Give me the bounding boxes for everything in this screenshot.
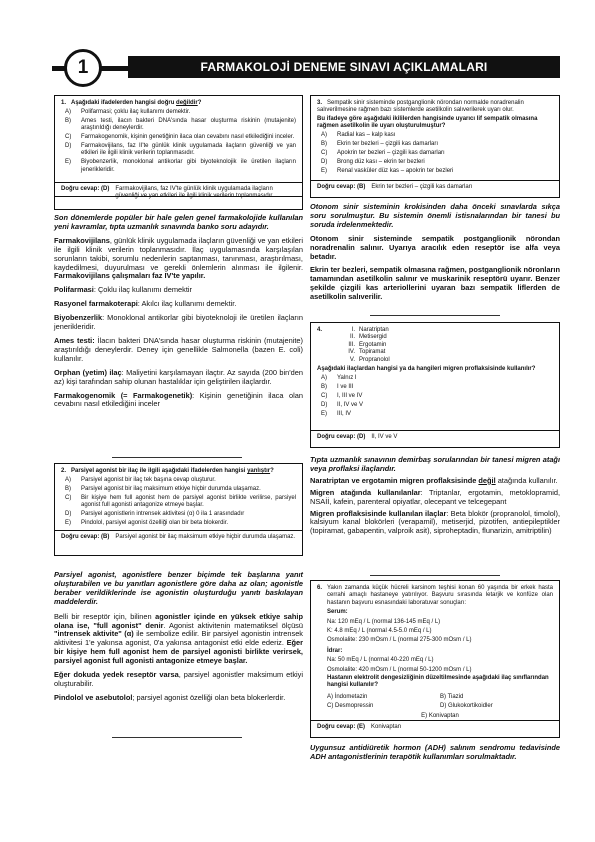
- divider: [112, 737, 242, 738]
- option-d: D) II, IV ve V: [321, 401, 364, 408]
- option-a: A) Parsiyel agonist bir ilaç tek başına cevap oluşturur.: [65, 476, 216, 483]
- option-c: C) I, III ve IV: [321, 392, 363, 399]
- question-3-box: 3. Sempatik sinir sisteminde postganglionik nörondan normalde noradrenalin salıverilmesine rağmen bazı sistemlerde asetilkolin salıverilerek uyarı olur. Bu ifadeye göre aşağıdaki ikililerden hangisinde uyarıcı lif sempatik olmasına rağmen asetilkolin ile uyarı oluşturulmuştur? A) Radial kas – kalp kası B) Ekrin ter bezleri – çizgili kas damarları C) Apokrin ter bezleri – çizgili kas damarları D) Brong düz kası – ekrin ter bezleri E) Renal vasküler düz kas – apokrin ter bezleri Doğru cevap: (B) Ekrin ter bezleri – çizgili kas damarları: [310, 95, 560, 198]
- option-e: E) Renal vasküler düz kas – apokrin ter bezleri: [321, 167, 454, 174]
- option-e: E) Pindolol, parsiyel agonist özelliği olan bir beta blokerdir.: [65, 519, 229, 526]
- option-e: E) III, IV: [321, 410, 352, 417]
- option-d: D) Parsiyel agonistlerin intrensek aktivitesi (α) 0 ila 1 arasındadır: [65, 511, 245, 518]
- question-1-stem: 1. Aşağıdaki ifadelerden hangisi doğru değildir?: [61, 100, 202, 106]
- page-title: FARMAKOLOJİ DENEME SINAVI AÇIKLAMALARI: [128, 56, 560, 78]
- question-3-stem: 3. Sempatik sinir sisteminde postganglionik nörondan normalde noradrenalin salıverilmesine rağmen bazı sistemlerde asetilkolin salıverilerek uyarı olur.: [317, 100, 524, 114]
- question-4-items: 4. I. Naratriptan II. Metisergid III. Ergotamin IV. Topiramat V. Propranolol: [317, 327, 390, 363]
- right-explanation-1: Otonom sinir sisteminin krokisinden daha önceki sınavlarda sıkça soru sorulmuştur. Bu sistemin önemli istisnalarından bir tanesi bu soruda irdelenmektedir. Otonom sinir sisteminde sempatik postganglionik nörondan noradrenalin salınır. Uyarıya aracılık eden reseptör ise alfa veya betadır. Ekrin ter bezleri, sempatik olmasına rağmen, postganglionik nöronların tamamından asetilkolin salınır ve muskarinik reseptörü uyarır. Benzer şekilde çizgili kas arteriollerini uyaran bazı sempatik liflerden de asetilkolin salıverilir.: [310, 202, 560, 302]
- left-explanation-2: Parsiyel agonist, agonistlere benzer biçimde tek başlarına yanıt oluşturabilen ve bu yanıtları agonistlere göre daha az olan; agonistle beraber verildiklerinde ise agonistin oluşturduğu yanıtı baskılayan maddelerdir. Belli bir reseptör için, bilinen agonistler içinde en yüksek etkiye sahip olana ise, "full agonist" denir. Agonist aktivitenin matematiksel ölçüsü "intrensek aktivite" (α) ile sembolize edilir. Bir parsiyel agonistin intrensek aktivitesi 1'e yakınsa agonist, 0'a yakınsa antagonist etki elde ederiz. Eğer bir kişiye hem full agonist hem de parsiyel agonisti birlikte verirsek, parsiyel agonist full agonisti antagonize etmeye başlar. Eğer dokuda yedek reseptör varsa, parsiyel agonistler maksimum etkiyi oluşturabilir. Pindolol ve asebutolol; parsiyel agonist özelliği olan beta blokerlerdir.: [54, 570, 303, 702]
- page-number-badge: 1: [64, 49, 102, 87]
- question-2-stem: 2. Parsiyel agonist bir ilaç ile ilgili aşağıdaki ifadelerden hangisi yanlıştır?: [61, 468, 274, 474]
- option-b: B) Ekrin ter bezleri – çizgili kas damarları: [321, 141, 439, 148]
- option-d: D) Brong düz kası – ekrin ter bezleri: [321, 158, 425, 165]
- option-c: C) Desmopressin: [327, 703, 374, 710]
- option-c: C) Farmakogenomik, kişinin genetiğinin ilaca olan cevabını nasıl etkilediğini inceler.: [65, 134, 295, 141]
- question-4-stem: Aşağıdaki ilaçlardan hangisi ya da hangileri migren proflaksisinde kullanılır?: [317, 366, 536, 373]
- option-b: B) I ve III: [321, 383, 354, 390]
- option-d: D) Glukokortikoidler: [440, 703, 493, 710]
- question-2-box: 2. Parsiyel agonist bir ilaç ile ilgili aşağıdaki ifadelerden hangisi yanlıştır? A) Parsiyel agonist bir ilaç tek başına cevap oluşturur. B) Parsiyel agonist bir ilaç maksimum etkiye hiçbir durumda ulaşamaz. C) Bir kişiye hem full agonist hem de parsiyel agonist birlikte verilirse, parsiyel agonist full agonisti antagonize etmeye başlar. D) Parsiyel agonistlerin intrensek aktivitesi (α) 0 ila 1 arasındadır E) Pindolol, parsiyel agonist özelliği olan bir beta blokerdir. Doğru cevap: (B) Parsiyel agonist bir ilaç maksimum etkiye hiçbir durumda ulaşamaz.: [54, 463, 303, 556]
- lab-results: Serum: Na: 120 mEq / L (normal 136-145 mEq / L) K: 4.8 mEq / L (normal 4.5-5.0 mEq / L) Osmolalite: 230 mOsm / L (normal 275-300 mOsm / L) İdrar: Na: 50 mEq / L (normal 40-220 mEq / L) Osmolalite: 420 mOsm / L (normal 50-1200 mOsm / L) Hastanın elektrolit dengesizliğinin düzeltilmesinde aşağıdaki ilaç sınıflarından hangisi kullanılır? A) İndometazin B) Tiazid C) Desmopressin D) Glukokortikoidler E) Konivaptan: [317, 609, 553, 720]
- option-a: A) Yalnız I: [321, 374, 357, 381]
- option-b: B) Tiazid: [440, 693, 464, 700]
- option-d: D) Farmakovijilans, faz II'te günlük klinik uygulamada ilaçların güvenliği ve yan etkileri ile ilgili klinik verilerin toplanmasıdır.: [65, 143, 296, 157]
- right-explanation-3: Uygunsuz antidiüretik hormon (ADH) salınım sendromu tedavisinde ADH antagonistlerinin terapötik kullanımları sorulmaktadır.: [310, 743, 560, 761]
- question-1-answer: Doğru cevap: (D) Farmakovijilans, faz IV'te günlük klinik uygulamada ilaçların güvenliği ve yan etkileri ile ilgili klinik verilerin toplanmasıdır.: [54, 182, 303, 210]
- option-c: C) Apokrin ter bezleri – çizgili kas damarları: [321, 149, 445, 156]
- option-c: C) Bir kişiye hem full agonist hem de parsiyel agonist birlikte verilirse, parsiyel agonist full agonisti antagonize etmeye başlar.: [65, 494, 296, 509]
- right-explanation-2: Tıpta uzmanlık sınavının demirbaş sorularından bir tanesi migren atağı veya proflaksi ilaçlarıdır. Naratriptan ve ergotamin migren proflaksisinde değil atağında kullanılır. Migren atağında kullanılanlar: Triptanlar, ergotamin, metoklopramid, NSAİİ, kafein, parenteral opiyatlar, olecepant ve telcegepant Migren proflaksisinde kullanılan ilaçlar: Beta blokör (propranolol, timolol), kalsiyum kanal blokörleri (verapamil), metiserjid, pizotifen, antiepileptikler (topiramat, gabapentin, valproik asit), siproheptadin, flunarizin, amitriptilin): [310, 455, 561, 536]
- divider: [112, 457, 242, 458]
- option-a: A) Radial kas – kalp kası: [321, 132, 396, 139]
- question-6-box: 6. Yakın zamanda küçük hücreli karsinom teşhisi konan 60 yaşında bir erkek hasta cerrahi amaçlı hastaneye yatırılıyor. Başvuru sırasında letarjik ve konfüze olan hastanın başvuru esnasındaki laboratuvar sonuçları: Serum: Na: 120 mEq / L (normal 136-145 mEq / L) K: 4.8 mEq / L (normal 4.5-5.0 mEq / L) Osmolalite: 230 mOsm / L (normal 275-300 mOsm / L) İdrar: Na: 50 mEq / L (normal 40-220 mEq / L) Osmolalite: 420 mOsm / L (normal 50-1200 mOsm / L) Hastanın elektrolit dengesizliğinin düzeltilmesinde aşağıdaki ilaç sınıflarından hangisi kullanılır? A) İndometazin B) Tiazid C) Desmopressin D) Glukokortikoidler E) Konivaptan Doğru cevap: (E) Konivaptan: [310, 580, 560, 738]
- option-a: A) Polifarmasi; çoklu ilaç kullanımı demektir.: [65, 108, 191, 115]
- option-b: B) Parsiyel agonist bir ilaç maksimum etkiye hiçbir durumda ulaşamaz.: [65, 485, 261, 492]
- divider: [370, 315, 500, 316]
- option-b: B) Ames testi, ilacın bakteri DNA'sında hasar oluşturma riskinin (mutajenite) araştırıldığı deneylerdir.: [65, 117, 296, 132]
- question-6-stem: 6. Yakın zamanda küçük hücreli karsinom teşhisi konan 60 yaşında bir erkek hasta cerrahi amaçlı hastaneye yatırılıyor. Başvuru sırasında letarjik ve konfüze olan hastanın başvuru esnasındaki laboratuvar sonuçları:: [317, 585, 553, 606]
- option-a: A) İndometazin: [327, 693, 368, 700]
- question-3-question: Bu ifadeye göre aşağıdaki ikililerden hangisinde uyarıcı lif sempatik olmasına rağmen asetilkolin ile uyarı oluşturulmuştur?: [317, 115, 538, 130]
- option-e: E) Konivaptan: [421, 712, 459, 719]
- option-e: E) Biyobenzerlik, monoklonal antikorlar gibi biyoteknolojik ile üretilen ilaçların jenerikleridir.: [65, 159, 296, 173]
- left-explanation-1: Son dönemlerde popüler bir hale gelen genel farmakolojide kullanılan yeni kavramlar, tıpta uzmanlık sınavında banko soru adayıdır. Farmakovijilans, günlük klinik uygulamada ilaçların güvenliği ve yan etkileri ile ilgili klinik verilerin toplanmasıdır. İlaç uygulamasında karşılaşılan sorunların takibi, sorumlu nedenlerin saptanması, tanınması, araştırılması, kaydedilmesi, duyurulması ve gerekli önlemlerin alınması ile ilgilenir. Farmakovijilans çalışmaları faz IV'te yapılır. Polifarmasi: Çoklu ilaç kullanımı demektir Rasyonel farmakoterapi: Akılcı ilaç kullanımı demektir. Biyobenzerlik: Monoklonal antikorlar gibi biyoteknoloji ile üretilen ilaçların jenerikleridir. Ames testi: İlacın bakteri DNA'sında hasar oluşturma riskinin (mutajenite) araştırıldığı deneylerdir. Deney için genellikle Salmonella (bazen E. coli) kullanılır. Orphan (yetim) ilaç: Maliyetini karşılamayan ilaçtır. Az sayıda (200 bin'den az) kişi tarafından sahip olunan hastalıklar için geliştirilen ilaçlardır. Farmakogenomik (= Farmakogenetik): Kişinin genetiğinin ilaca olan cevabını nasıl etkilediğini inceler: [54, 213, 303, 409]
- question-4-box: 4. I. Naratriptan II. Metisergid III. Ergotamin IV. Topiramat V. Propranolol Aşağıdaki ilaçlardan hangisi ya da hangileri migren proflaksisinde kullanılır? A) Yalnız I B) I ve III C) I, III ve IV D) II, IV ve V E) III, IV Doğru cevap: (D) II, IV ve V: [310, 322, 560, 448]
- divider: [370, 575, 500, 576]
